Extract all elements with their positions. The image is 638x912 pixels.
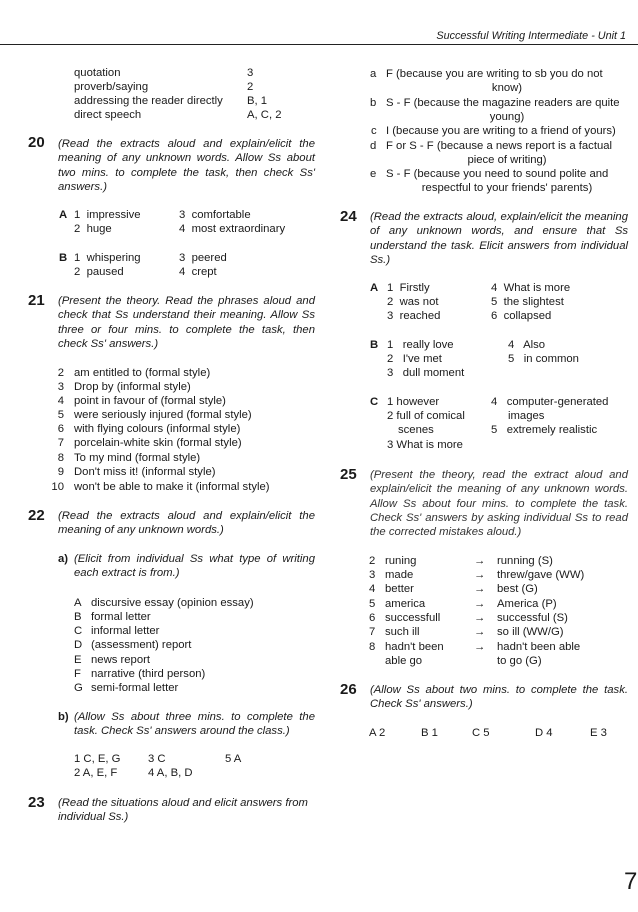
answer-item: 5 A [225,753,242,765]
arrow-icon: → [474,641,486,653]
exercise-instructions: (Present the theory. Read the phrases aloud and check that Ss understand their meaning. Allow Ss three or four mins. to complete the task, then check Ss' answers.) [58,295,315,350]
exercise-number: 21 [28,292,45,309]
wrong-word: better [385,583,414,595]
list-item: 3 peered [179,252,227,264]
subpart-instructions: (Elicit from individual Ss what type of writing each extract is from.) [74,553,315,580]
list-item: quotation [74,67,121,79]
exercise-instructions: (Allow Ss about two mins. to complete the task. Check Ss' answers.) [370,684,628,711]
list-item: 4 crept [179,266,217,278]
wrong-word: runing [385,555,417,567]
list-item: direct speech [74,109,142,121]
group-label: C [370,396,379,408]
answer-item: D 4 [535,727,553,739]
list-item: porcelain-white skin (formal style) [74,437,242,449]
exercise-number: 24 [340,208,357,225]
group-label: A [59,209,68,221]
list-item: 3 reached [387,310,441,322]
arrow-icon: → [474,626,486,638]
group-label: A [370,282,379,294]
list-item: scenes [398,424,434,436]
list-item: S - F (because the magazine readers are quite [386,97,620,109]
list-item: To my mind (formal style) [74,452,201,464]
arrow-icon: → [474,598,486,610]
list-item: 1 whispering [74,252,141,264]
exercise-number: 22 [28,507,45,524]
list-item: proverb/saying [74,81,149,93]
list-item: 3 comfortable [179,209,251,221]
answer-item: 2 A, E, F [74,767,118,779]
answer-item: 1 C, E, G [74,753,121,765]
list-item-answer: B, 1 [247,95,268,107]
list-item: formal letter [91,611,151,623]
exercise-instructions: (Present the theory, read the extract aloud and explain/elicit the meaning of any unknown words. Allow Ss about four mins. to complete the task. Check Ss' answers by asking individual Ss to read the corrected mistakes aloud.) [370,469,628,539]
correct-word: successful (S) [497,612,568,624]
page-number: 7 [624,868,638,895]
list-item-answer: 2 [247,81,254,93]
list-item: (assessment) report [91,639,192,651]
list-item: 2 was not [387,296,439,308]
list-item: won't be able to make it (informal style) [74,481,270,493]
list-item: 2 paused [74,266,124,278]
exercise-number: 23 [28,794,45,811]
list-item: I (because you are writing to a friend of yours) [386,125,616,137]
list-item: am entitled to (formal style) [74,367,211,379]
subpart-instructions: (Allow Ss about three mins. to complete the task. Check Ss' answers around the class.) [74,711,315,738]
exercise-number: 26 [340,681,357,698]
wrong-word: able go [385,655,423,667]
list-item: 6 collapsed [491,310,552,322]
exercise-instructions: (Read the extracts aloud, explain/elicit the meaning of any unknown words, and ensure that Ss understand the task. Elicit answers from individual Ss.) [370,211,628,266]
list-item: 2 full of comical [387,410,465,422]
list-item: 1 really love [387,339,454,351]
list-item: narrative (third person) [91,668,206,680]
list-item: point in favour of (formal style) [74,395,226,407]
group-label: B [370,339,379,351]
list-item: 3 dull moment [387,367,465,379]
correct-word: threw/gave (WW) [497,569,585,581]
list-item: 2 I've met [387,353,442,365]
list-item: S - F (because you need to sound polite and [386,168,609,180]
wrong-word: hadn't been [385,641,444,653]
correct-word: hadn't been able [497,641,581,653]
arrow-icon: → [474,583,486,595]
arrow-icon: → [474,569,486,581]
list-item: 5 the slightest [491,296,564,308]
list-item: Drop by (informal style) [74,381,191,393]
list-item: 1 Firstly [387,282,430,294]
answer-item: 3 C [148,753,166,765]
list-item: 5 in common [508,353,579,365]
correct-word: so ill (WW/G) [497,626,564,638]
group-label: B [59,252,68,264]
list-item: images [508,410,545,422]
list-item-answer: 3 [247,67,254,79]
list-item-answer: A, C, 2 [247,109,282,121]
header-rule [0,44,638,45]
correct-word: best (G) [497,583,538,595]
correct-word: running (S) [497,555,553,567]
list-item: 3 What is more [387,439,463,451]
answer-item: E 3 [590,727,607,739]
list-item: 4 What is more [491,282,571,294]
list-item: 4 computer-generated [491,396,609,408]
arrow-icon: → [474,555,486,567]
list-item: 5 extremely realistic [491,424,598,436]
correct-word: America (P) [497,598,557,610]
exercise-instructions: (Read the situations aloud and elicit answers from individual Ss.) [58,797,308,824]
list-item: 2 huge [74,223,112,235]
list-item: news report [91,654,151,666]
answer-item: C 5 [472,727,490,739]
wrong-word: such ill [385,626,420,638]
list-item: with flying colours (informal style) [74,423,241,435]
subpart-label: a) [58,553,69,565]
list-item: discursive essay (opinion essay) [91,597,254,609]
list-item: were seriously injured (formal style) [74,409,252,421]
exercise-instructions: (Read the extracts aloud and explain/elicit the meaning of any unknown words. Allow Ss about two mins. to complete the task, then check Ss' answers.) [58,138,315,193]
wrong-word: successfull [385,612,441,624]
list-item: 1 impressive [74,209,141,221]
answer-item: A 2 [369,727,386,739]
list-item: semi-formal letter [91,682,179,694]
exercise-instructions: (Read the extracts aloud and explain/elicit the meaning of any unknown words.) [58,510,315,537]
list-item: 4 Also [508,339,546,351]
exercise-number: 25 [340,466,357,483]
list-item: 1 however [387,396,440,408]
list-item: 4 most extraordinary [179,223,286,235]
list-item: Don't miss it! (informal style) [74,466,216,478]
wrong-word: made [385,569,414,581]
running-header: Successful Writing Intermediate - Unit 1 [436,30,626,42]
correct-word: to go (G) [497,655,542,667]
list-item: informal letter [91,625,160,637]
wrong-word: america [385,598,426,610]
list-item: F or S - F (because a news report is a factual [386,140,613,152]
subpart-label: b) [58,711,69,723]
answer-item: B 1 [421,727,438,739]
list-item: F (because you are writing to sb you do not [386,68,603,80]
exercise-number: 20 [28,134,45,151]
answer-item: 4 A, B, D [148,767,193,779]
arrow-icon: → [474,612,486,624]
list-item: addressing the reader directly [74,95,223,107]
